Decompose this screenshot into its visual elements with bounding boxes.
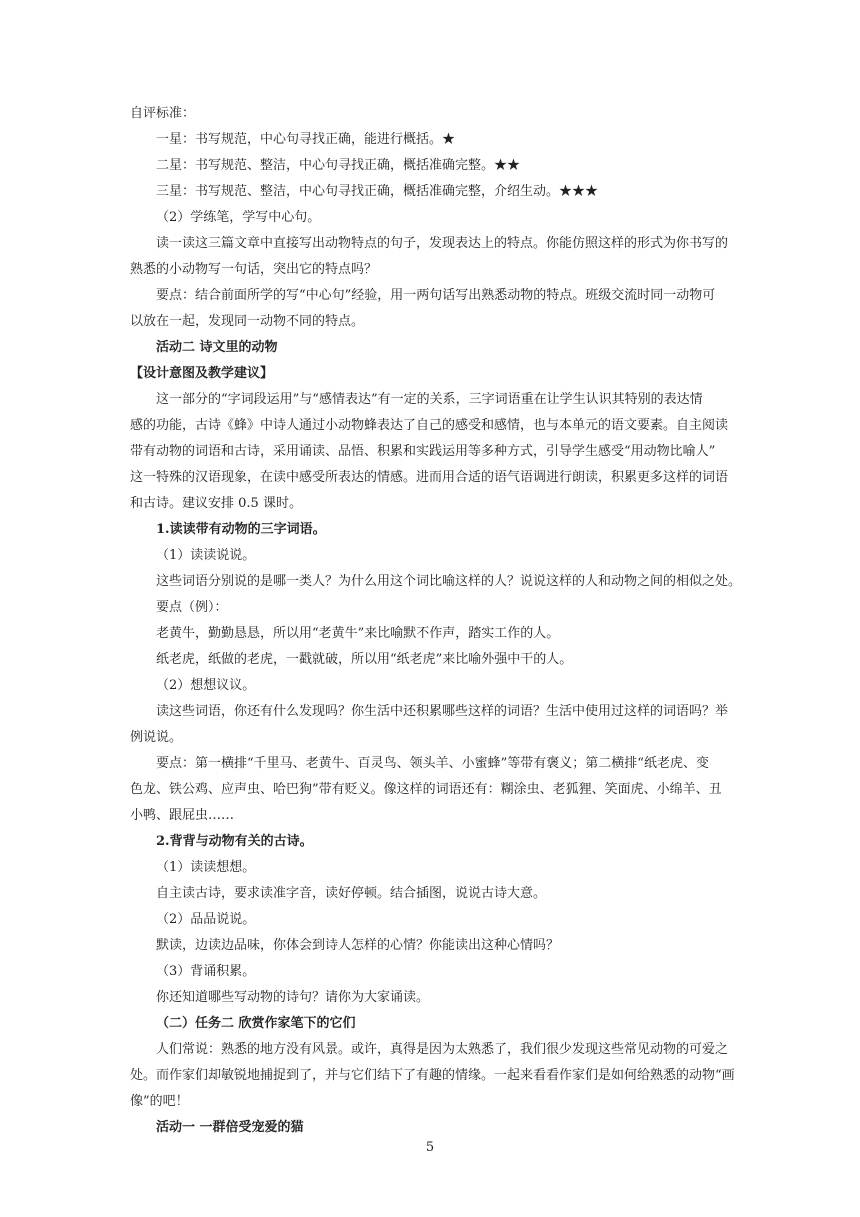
- text-line: 像”的吧！: [130, 1094, 189, 1109]
- text-line: 这些词语分别说的是哪一类人？为什么用这个词比喻这样的人？说说这样的人和动物之间的相似之处。: [156, 574, 742, 589]
- text-line: （1）读读说说。: [156, 548, 256, 563]
- text-line: 感的功能，古诗《蜂》中诗人通过小动物蜂表达了自己的感受和感情，也与本单元的语文要素。自主阅读: [130, 418, 729, 433]
- text-line: 人们常说：熟悉的地方没有风景。或许，真得是因为太熟悉了，我们很少发现这些常见动物的可爱之: [156, 1042, 729, 1057]
- text-line: 三星：书写规范、整洁，中心句寻找正确，概括准确完整，介绍生动。★★★: [156, 184, 599, 199]
- text-line: 熟悉的小动物写一句话，突出它的特点吗？: [130, 262, 378, 277]
- text-line: 二星：书写规范、整洁，中心句寻找正确，概括准确完整。★★: [156, 158, 521, 173]
- text-line: 老黄牛，勤勤恳恳，所以用“老黄牛”来比喻默不作声，踏实工作的人。: [156, 626, 560, 641]
- text-line: 这一特殊的汉语现象，在读中感受所表达的情感。进而用合适的语气语调进行朗读，积累更多这样的词语: [130, 470, 729, 485]
- section-heading: 2.背背与动物有关的古诗。: [156, 834, 313, 849]
- page-body: [130, 101, 742, 1141]
- text-line: 读这些词语，你还有什么发现吗？你生活中还积累哪些这样的词语？生活中使用过这样的词语吗？举: [156, 704, 729, 719]
- text-line: 带有动物的词语和古诗，采用诵读、品悟、积累和实践运用等多种方式，引导学生感受“用动物比喻人”: [130, 444, 716, 459]
- text-line: （2）想想议议。: [156, 678, 256, 693]
- text-line: （1）读读想想。: [156, 860, 256, 875]
- text-line: 要点：第一横排“千里马、老黄牛、百灵鸟、领头羊、小蜜蜂”等带有褒义；第二横排“纸老虎、变: [156, 756, 709, 771]
- text-line: 纸老虎，纸做的老虎，一戳就破，所以用“纸老虎”来比喻外强中干的人。: [156, 652, 573, 667]
- text-line: 和古诗。建议安排 0.5 课时。: [130, 496, 302, 511]
- text-line: 自主读古诗，要求读准字音，读好停顿。结合插图，说说古诗大意。: [156, 886, 547, 901]
- section-heading: 活动二 诗文里的动物: [156, 340, 278, 355]
- text-line: 小鸭、跟屁虫……: [130, 808, 235, 823]
- text-line: （3）背诵积累。: [156, 964, 256, 979]
- text-line: 默读，边读边品味，你体会到诗人怎样的心情？你能读出这种心情吗？: [156, 938, 560, 953]
- text-line: 自评标准：: [130, 106, 196, 121]
- text-line: 这一部分的“字词段运用”与“感情表达”有一定的关系，三字词语重在让学生认识其特别的表达情: [156, 392, 703, 407]
- text-line: 以放在一起，发现同一动物不同的特点。: [130, 314, 365, 329]
- section-heading: 【设计意图及教学建议】: [130, 366, 274, 381]
- text-line: 要点：结合前面所学的写“中心句”经验，用一两句话写出熟悉动物的特点。班级交流时同一动物可: [156, 288, 716, 303]
- page-number: 5: [425, 1140, 435, 1155]
- section-heading: （二）任务二 欣赏作家笔下的它们: [156, 1016, 356, 1031]
- text-line: （2）品品说说。: [156, 912, 256, 927]
- text-line: 要点（例）：: [156, 600, 228, 615]
- text-line: 色龙、铁公鸡、应声虫、哈巴狗”带有贬义。像这样的词语还有：糊涂虫、老狐狸、笑面虎、小绵羊、丑: [130, 782, 722, 797]
- text-line: 你还知道哪些写动物的诗句？请你为大家诵读。: [156, 990, 430, 1005]
- text-line: 读一读这三篇文章中直接写出动物特点的句子，发现表达上的特点。你能仿照这样的形式为你书写的: [156, 236, 729, 251]
- section-heading: 活动一 一群倍受宠爱的猫: [156, 1120, 304, 1135]
- text-line: 一星：书写规范，中心句寻找正确，能进行概括。★: [156, 132, 456, 147]
- text-line: 处。而作家们却敏锐地捕捉到了，并与它们结下了有趣的情缘。一起来看看作家们是如何给熟悉的动物“画: [130, 1068, 735, 1083]
- text-line: 例说说。: [130, 730, 183, 745]
- section-heading: 1.读读带有动物的三字词语。: [156, 522, 326, 537]
- text-line: （2）学练笔，学写中心句。: [156, 210, 321, 225]
